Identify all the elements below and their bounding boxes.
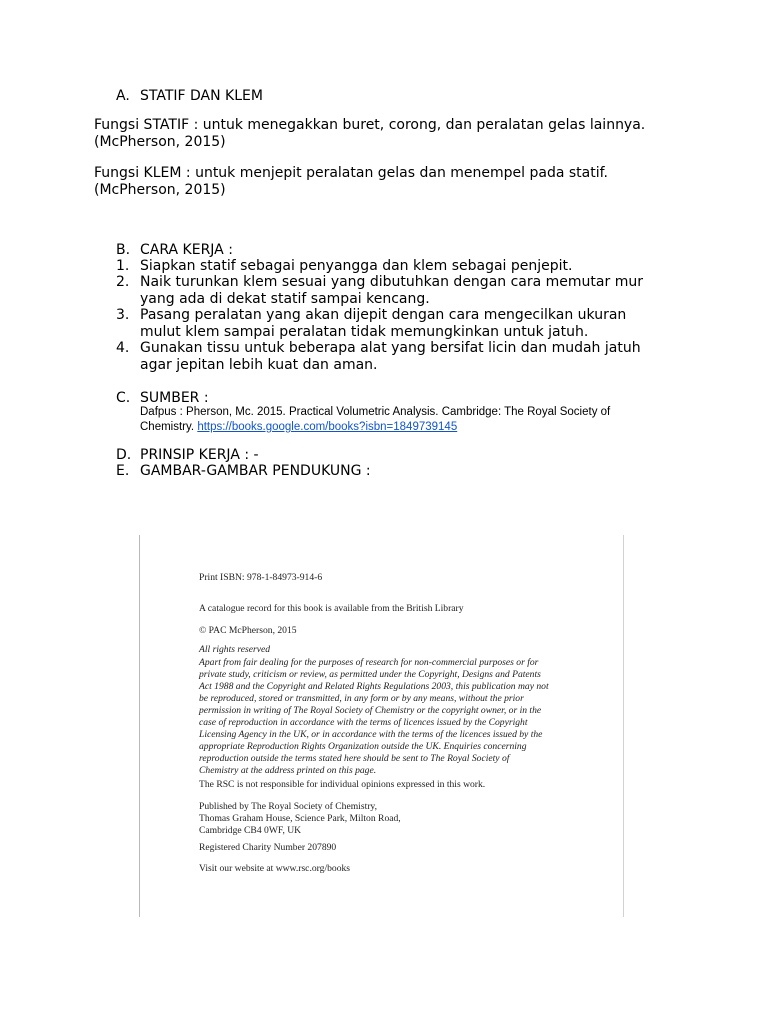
step-3-text-cont: mulut klem sampai peralatan tidak memungkinkan untuk jatuh. [140, 324, 589, 340]
image-left-edge [139, 535, 140, 917]
section-d-marker: D. [116, 447, 132, 463]
scan-para-line: Apart from fair dealing for the purposes of research for non-commercial purposes or for [199, 657, 539, 668]
scan-para-line: appropriate Reproduction Rights Organization outside the UK. Enquiries concerning [199, 741, 527, 752]
klem-function-citation: (McPherson, 2015) [94, 182, 226, 198]
scan-para-line: Chemistry at the address printed on this page. [199, 765, 377, 776]
step-1-number: 1. [116, 258, 130, 274]
image-right-edge [623, 535, 624, 917]
section-e-title: GAMBAR-GAMBAR PENDUKUNG : [140, 463, 371, 479]
scan-para-line: Act 1988 and the Copyright and Related Rights Regulations 2003, this publication may not [199, 681, 549, 692]
klem-function-line1: Fungsi KLEM : untuk menjepit peralatan gelas dan menempel pada statif. [94, 165, 608, 181]
reference-line1: Dafpus : Pherson, Mc. 2015. Practical Volumetric Analysis. Cambridge: The Royal Society of [140, 406, 611, 418]
scan-rsc-note: The RSC is not responsible for individual opinions expressed in this work. [199, 779, 486, 790]
scan-para-line: Licensing Agency in the UK, or in accordance with the terms of the licences issued by the [199, 729, 543, 740]
step-3-number: 3. [116, 307, 130, 323]
section-d-title: PRINSIP KERJA : - [140, 447, 259, 463]
book-copyright-page-image [139, 535, 624, 917]
step-2-number: 2. [116, 274, 130, 290]
step-2-text: Naik turunkan klem sesuai yang dibutuhkan dengan cara memutar mur [140, 274, 643, 290]
scan-para-line: reproduction outside the terms stated here should be sent to The Royal Society of [199, 753, 510, 764]
reference-publisher: Chemistry. [140, 421, 195, 433]
section-b-marker: B. [116, 242, 131, 258]
scan-rights: All rights reserved [199, 644, 271, 655]
scan-para-line: case of reproduction in accordance with the terms of licences issued by the Copyright [199, 717, 528, 728]
section-a-marker: A. [116, 88, 130, 104]
scan-published-line3: Cambridge CB4 0WF, UK [199, 825, 302, 836]
scan-charity: Registered Charity Number 207890 [199, 842, 337, 853]
step-4-text: Gunakan tissu untuk beberapa alat yang bersifat licin dan mudah jatuh [140, 340, 641, 356]
scan-para-line: permission in writing of The Royal Society of Chemistry or the copyright owner, or in the [199, 705, 542, 716]
scan-website: Visit our website at www.rsc.org/books [199, 863, 351, 874]
scan-para-line: private study, criticism or review, as permitted under the Copyright, Designs and Patents [199, 669, 541, 680]
section-c-title: SUMBER : [140, 390, 209, 406]
step-4-number: 4. [116, 340, 130, 356]
statif-function-line1: Fungsi STATIF : untuk menegakkan buret, corong, dan peralatan gelas lainnya. [94, 117, 646, 133]
step-3-text: Pasang peralatan yang akan dijepit dengan cara mengecilkan ukuran [140, 307, 627, 323]
step-2-text-cont: yang ada di dekat statif sampai kencang. [140, 291, 430, 307]
scan-permissions-paragraph [199, 657, 549, 777]
scan-published-line2: Thomas Graham House, Science Park, Milton Road, [199, 813, 401, 824]
section-b-title: CARA KERJA : [140, 242, 233, 258]
step-1-text: Siapkan statif sebagai penyangga dan klem sebagai penjepit. [140, 258, 573, 274]
step-4-text-cont: agar jepitan lebih kuat dan aman. [140, 357, 378, 373]
scan-isbn: Print ISBN: 978-1-84973-914-6 [199, 572, 323, 583]
section-c-marker: C. [116, 390, 131, 406]
scan-copyright: © PAC McPherson, 2015 [199, 625, 297, 636]
section-a-title: STATIF DAN KLEM [140, 88, 263, 104]
statif-function-citation: (McPherson, 2015) [94, 134, 226, 150]
scan-para-line: be reproduced, stored or transmitted, in any form or by any means, without the prior [199, 693, 524, 704]
reference-link[interactable]: https://books.google.com/books?isbn=1849739145 [197, 421, 458, 433]
scan-published-line1: Published by The Royal Society of Chemistry, [199, 801, 378, 812]
reference-line2 [140, 420, 457, 435]
scan-catalogue: A catalogue record for this book is available from the British Library [199, 603, 464, 614]
section-e-marker: E. [116, 463, 130, 479]
